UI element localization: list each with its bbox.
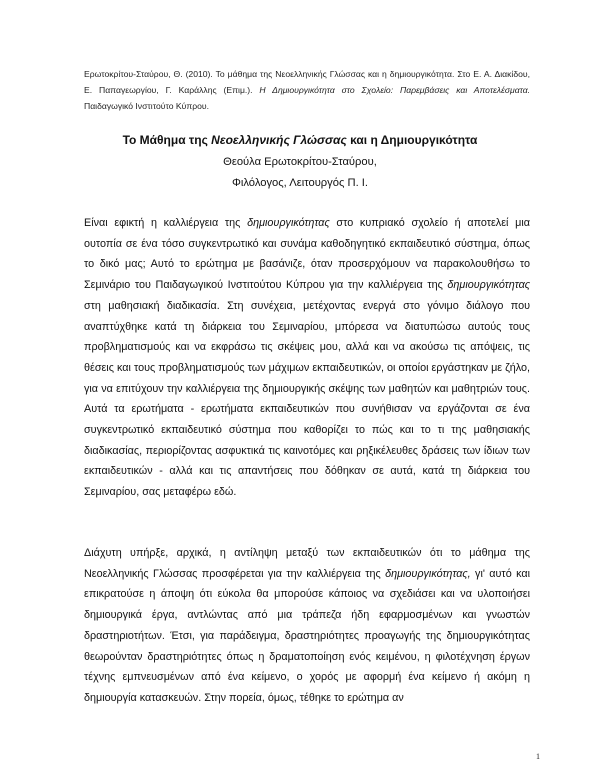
title-part-before: Το Μάθημα της	[122, 133, 212, 147]
title-subject-italic: Νεοελληνικής Γλώσσας	[211, 133, 347, 147]
paragraph-text: γι' αυτό και επικρατούσε η άποψη ότι εύκολα θα μπορούσε κάποιος να σχεδιάσει και να υλοποιήσει δημιουργικά έργα, αντλώντας από μια τράπεζα ήδη εφαρμοσμένων και γνωστών δραστηριοτήτων. Έτσι, για παράδειγμα, δραστηριότητες προαγωγής της δημιουργικότητας θεωρούνταν δραστηριότητες όπως η δραματοποίηση ενός κειμένου, η φιλοτέχνηση έργων τέχνης εμπνευσμένων από ένα κείμενο, ο χορός με αφορμή ένα κείμενο ή ακόμη η δημιουργία κατασκευών. Στην πορεία, όμως, τέθηκε το ερώτημα αν	[84, 567, 530, 704]
paragraph-text: στη μαθησιακή διαδικασία. Στη συνέχεια, μετέχοντας ενεργά στο γόνιμο διάλογο που αναπτύχθηκε κατά τη διάρκεια του Σεμιναρίου, μπόρεσα να διατυπώσω αυτούς τους προβληματισμούς και να εκφράσω τις σκέψεις μου, αλλά και να ακούσω τις απόψεις, τις θέσεις και τους προβληματισμούς των μάχιμων εκπαιδευτικών, οι οποίοι εργάστηκαν με ζήλο, για να επιτύχουν την καλλιέργεια της δημιουργικής σκέψης των μαθητών και μαθητριών τους. Αυτά τα ερωτήματα - ερωτήματα εκπαιδευτικών που συνήθισαν να εργάζονται σε ένα συγκεντρωτικό εκπαιδευτικό σύστημα που καθορίζει το πώς και το τι της μαθησιακής διαδικασίας, περιορίζοντας ασφυκτικά τις καινοτόμες και ρηξικέλευθες δράσεις των ίδιων των εκπαιδευτικών - αλλά και τις απαντήσεις που δόθηκαν σε αυτά, κατά τη διάρκεια του Σεμιναρίου, σας μεταφέρω εδώ.	[84, 299, 530, 499]
author-name: Θεούλα Ερωτοκρίτου-Σταύρου,	[223, 156, 377, 168]
paragraph-italic-term: δημιουργικότητας	[247, 217, 330, 229]
citation-book-title: Η Δημιουργικότητα στο Σχολείο: Παρεμβάσεις και Αποτελέσματα.	[259, 85, 530, 95]
paragraph-text: Είναι εφικτή η καλλιέργεια της	[84, 217, 248, 229]
body-paragraph-1	[84, 213, 530, 503]
paragraph-italic-term: δημιουργικότητας,	[385, 567, 471, 580]
article-title	[0, 132, 600, 148]
paragraph-text: στο κυπριακό σχολείο ή αποτελεί μια ουτοπία σε ένα τόσο συγκεντρωτικό και συνάμα καθοδηγητικό εκπαιδευτικό σύστημα, όπως το δικό μας; Αυτό το ερώτημα με βασάνιζε, όταν προσερχόμουν να παρακολουθήσω το Σεμινάριο του Παιδαγωγικού Ινστιτούτου Κύπρου για την καλλιέργεια της	[84, 217, 530, 292]
body-paragraph-2	[84, 543, 530, 709]
title-part-after: και η Δημιουργικότητα	[346, 133, 478, 147]
paragraph-text: Διάχυτη υπήρξε, αρχικά, η αντίληψη μεταξύ των εκπαιδευτικών ότι το μάθημα της Νεοελληνικής Γλώσσας προσφέρεται για την καλλιέργεια της	[84, 547, 530, 580]
author-role: Φιλόλογος, Λειτουργός Π. Ι.	[231, 177, 369, 189]
page-number: 1	[536, 752, 540, 761]
citation-publisher: Παιδαγωγικό Ινστιτούτο Κύπρου.	[84, 101, 210, 111]
citation-text: Ερωτοκρίτου-Σταύρου, Θ. (2010). Το μάθημα της Νεοελληνικής Γλώσσας και η δημιουργικότητα. Στο Ε. Α. Διακίδου, Ε. Παπαγεωργίου, Γ. Καράλλης (Επιμ.).	[84, 69, 530, 95]
citation-reference	[84, 66, 530, 114]
paragraph-italic-term: δημιουργικότητας	[447, 279, 530, 292]
